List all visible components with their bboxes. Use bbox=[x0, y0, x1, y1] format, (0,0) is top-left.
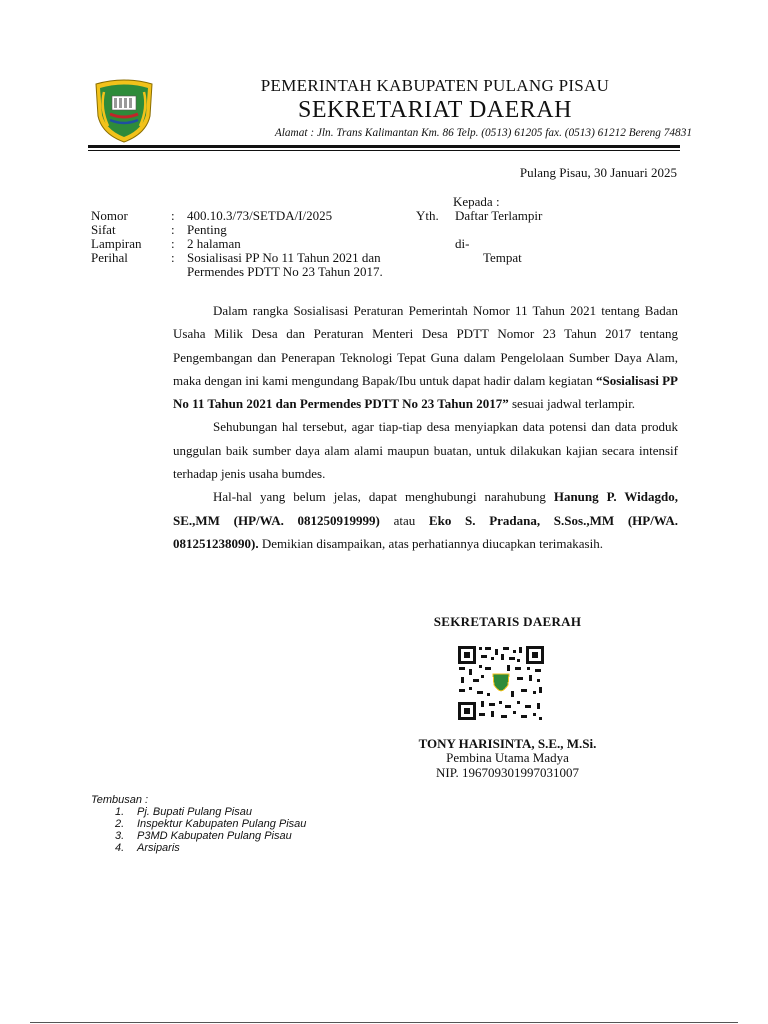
list-number: 3. bbox=[115, 830, 125, 842]
office-address: Alamat : Jln. Trans Kalimantan Km. 86 Telp. (0513) 61205 fax. (0513) 61212 Bereng 74831 bbox=[274, 127, 692, 139]
letter-body bbox=[173, 299, 678, 555]
recipient-tempat: Tempat bbox=[483, 250, 522, 265]
body-p1-event-title: “Sosialisasi PP No 11 Tahun 2021 dan Permendes PDTT No 23 Tahun 2017” bbox=[173, 372, 678, 412]
signatory-rank: Pembina Utama Madya bbox=[446, 750, 569, 765]
list-text: Arsiparis bbox=[137, 842, 180, 854]
recipient-yth: Yth. bbox=[416, 208, 439, 223]
meta-value-nomor: 400.10.3/73/SETDA/I/2025 bbox=[187, 208, 333, 223]
list-text: Pj. Bupati Pulang Pisau bbox=[137, 806, 252, 818]
list-item bbox=[91, 830, 306, 842]
meta-label-sifat: Sifat bbox=[91, 222, 116, 237]
letterhead-divider-thick bbox=[88, 145, 680, 148]
meta-sep: : bbox=[171, 222, 175, 237]
body-paragraph-3 bbox=[173, 485, 678, 555]
contact-person-1: Hanung P. Widagdo, SE.,MM (HP/WA. 081250919999) bbox=[173, 489, 678, 528]
letter-date: Pulang Pisau, 30 Januari 2025 bbox=[519, 165, 677, 180]
meta-label-lampiran: Lampiran bbox=[91, 236, 142, 251]
signature-title: SEKRETARIS DAERAH bbox=[433, 614, 582, 629]
qr-code-signature bbox=[457, 645, 545, 721]
list-number: 4. bbox=[115, 842, 125, 854]
body-p1-text: Dalam rangka Sosialisasi Peraturan Pemerintah Nomor 11 Tahun 2021 tentang Badan Usaha Milik Desa dan Peraturan Menteri Desa PDTT Nomor 23 Tahun 2017 tentang Pengembangan dan Penerapan Teknologi Tepat Guna dalam Pengelolaan Sumber Daya Alam, maka dengan ini kami mengundang Bapak/Ibu untuk dapat hadir dalam kegiatan bbox=[173, 303, 678, 388]
meta-value-perihal: Sosialisasi PP No 11 Tahun 2021 dan bbox=[187, 250, 381, 265]
recipient-daftar: Daftar Terlampir bbox=[455, 208, 543, 223]
recipient-kepada: Kepada : bbox=[453, 194, 500, 209]
recipient-di: di- bbox=[455, 236, 470, 251]
contact-person-2: Eko S. Pradana, S.Sos.,MM (HP/WA. 081251238090). bbox=[173, 512, 679, 551]
list-item bbox=[91, 818, 306, 830]
meta-value-perihal-line2: Permendes PDTT No 23 Tahun 2017. bbox=[187, 264, 383, 279]
body-p3-intro: Hal-hal yang belum jelas, dapat menghubungi narahubung bbox=[213, 489, 546, 505]
signatory-nip: NIP. 196709301997031007 bbox=[435, 765, 579, 780]
body-p3-or: atau bbox=[393, 512, 416, 528]
meta-label-perihal: Perihal bbox=[91, 250, 128, 265]
government-name: PEMERINTAH KABUPATEN PULANG PISAU bbox=[260, 76, 610, 95]
list-text: P3MD Kabupaten Pulang Pisau bbox=[137, 830, 292, 842]
letterhead-divider-thin bbox=[88, 150, 680, 151]
list-number: 2. bbox=[115, 818, 125, 830]
list-number: 1. bbox=[115, 806, 125, 818]
meta-sep: : bbox=[171, 236, 175, 251]
meta-value-lampiran: 2 halaman bbox=[187, 236, 241, 251]
meta-sep: : bbox=[171, 208, 175, 223]
signatory-name: TONY HARISINTA, S.E., M.Si. bbox=[418, 736, 597, 751]
list-item bbox=[91, 842, 306, 854]
body-paragraph-1 bbox=[173, 299, 678, 415]
office-name: SEKRETARIAT DAERAH bbox=[298, 97, 572, 123]
copy-recipients bbox=[91, 794, 306, 854]
page-bottom-rule bbox=[30, 1022, 738, 1023]
meta-sep: : bbox=[171, 250, 175, 265]
body-paragraph-2: Sehubungan hal tersebut, agar tiap-tiap desa menyiapkan data potensi dan data produk unggulan baik sumber daya alam alami maupun buatan, untuk dilakukan kajian secara intensif terhadap jenis usaha bumdes. bbox=[173, 419, 678, 482]
regency-emblem-logo bbox=[88, 78, 160, 144]
list-item bbox=[91, 806, 306, 818]
body-p3-closing: Demikian disampaikan, atas perhatiannya diucapkan terimakasih. bbox=[261, 535, 603, 551]
copy-recipients-label: Tembusan : bbox=[91, 794, 149, 806]
body-p1-tail: sesuai jadwal terlampir. bbox=[511, 396, 636, 412]
meta-value-sifat: Penting bbox=[187, 222, 227, 237]
list-text: Inspektur Kabupaten Pulang Pisau bbox=[137, 818, 307, 830]
meta-label-nomor: Nomor bbox=[91, 208, 128, 223]
